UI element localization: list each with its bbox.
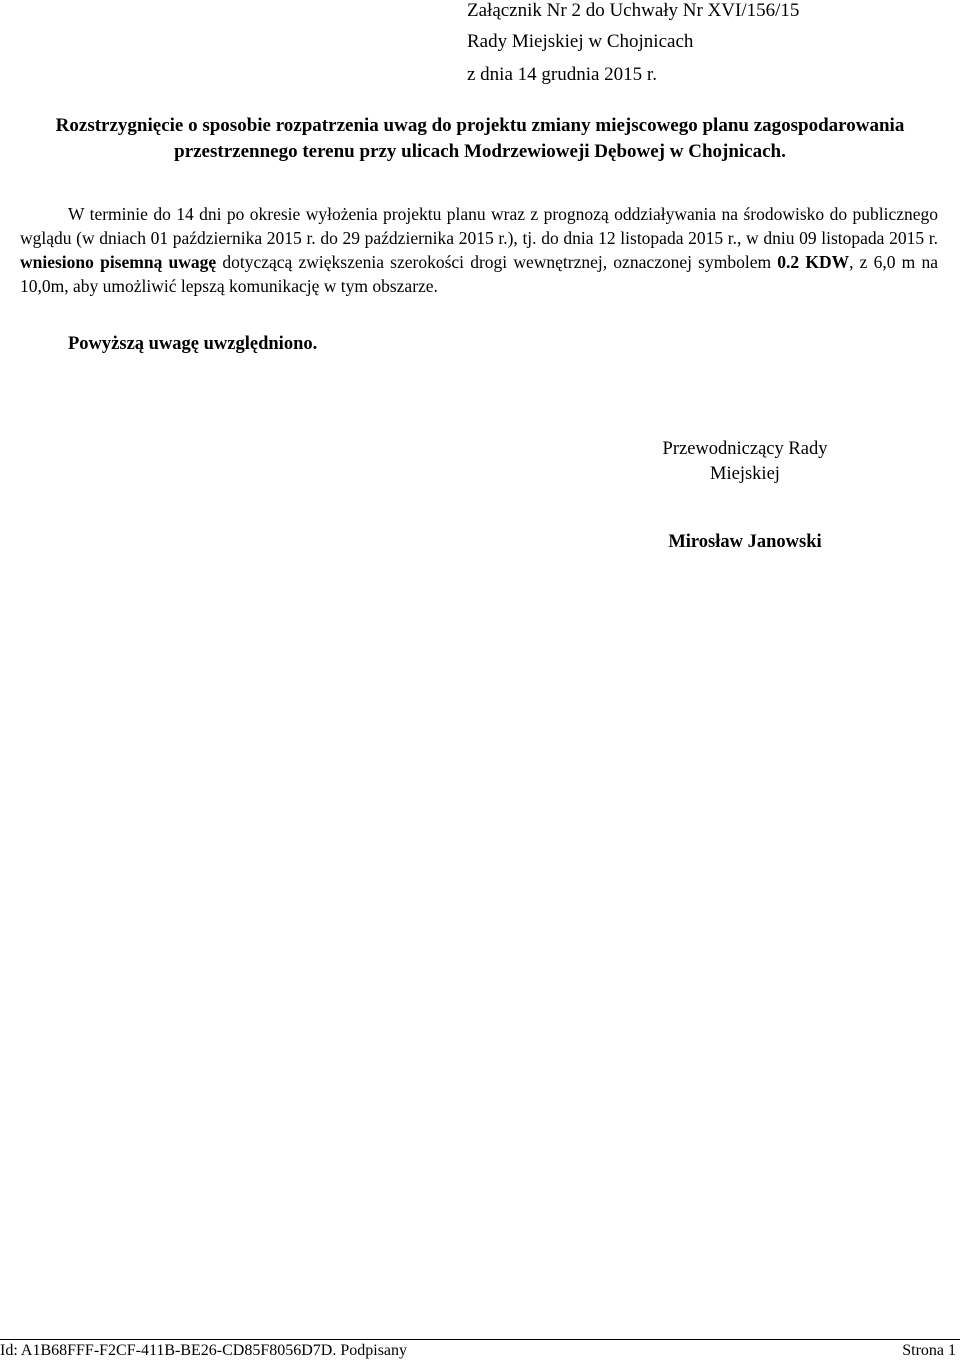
title-line-1: Rozstrzygnięcie o sposobie rozpatrzenia uwag do projektu zmiany miejscowego planu zagospodarowania (55, 115, 905, 136)
resolution-date: z dnia 14 grudnia 2015 r. (467, 64, 657, 85)
council-name: Rady Miejskiej w Chojnicach (467, 31, 694, 52)
page-footer (0, 1339, 960, 1361)
resolution-statement: Powyższą uwagę uwzględniono. (68, 334, 318, 354)
body-text-1: W terminie do 14 dni po okresie wyłożenia projektu planu wraz z prognozą oddziaływania na środowisko do publicznego wglądu (w dniach 01 października 2015 r. do 29 października 2015 r.), tj. do dnia 12 listopada 2015 r., w dniu 09 listopada 2015 r. (20, 204, 938, 248)
title-line-2: przestrzennego terenu przy ulicach Modrzewioweji Dębowej w Chojnicach. (174, 141, 786, 162)
document-id: Id: A1B68FFF-F2CF-411B-BE26-CD85F8056D7D. Podpisany (0, 1342, 408, 1359)
body-bold-2: 0.2 KDW (777, 252, 850, 272)
body-bold-1: wniesiono pisemną uwagę (20, 252, 217, 272)
signatory-role-line-1: Przewodniczący Rady (662, 439, 828, 459)
body-text-3: , z 6,0 m na 10,0m, aby umożliwić lepszą komunikację w tym obszarze. (20, 252, 938, 296)
signatory-role (600, 437, 890, 487)
page-number: Strona 1 (902, 1342, 956, 1359)
signatory-role-line-2: Miejskiej (710, 464, 780, 484)
body-text-2: dotyczącą zwiększenia szerokości drogi wewnętrznej, oznaczonej symbolem (216, 252, 778, 272)
attachment-reference: Załącznik Nr 2 do Uchwały Nr XVI/156/15 (467, 0, 800, 21)
body-paragraph (20, 202, 938, 298)
signature-block (600, 437, 890, 555)
document-title (20, 113, 940, 165)
signatory-name: Mirosław Janowski (668, 532, 822, 552)
